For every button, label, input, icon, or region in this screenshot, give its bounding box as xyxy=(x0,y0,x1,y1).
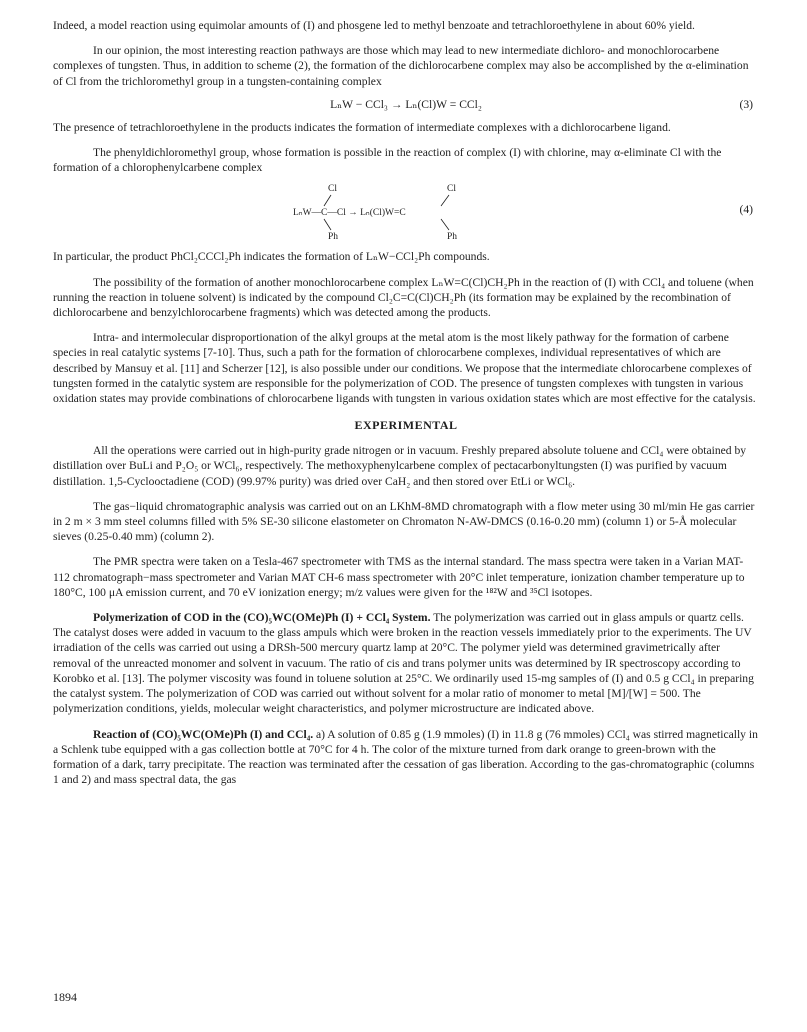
equation-3-number: (3) xyxy=(739,97,753,111)
reaction-heading: Reaction of (CO)₅WC(OMe)Ph (I) and CCl₄. xyxy=(93,727,314,741)
scheme-4-cl-right: Cl xyxy=(447,184,456,195)
equation-3-expression: LₙW − CCl₃ → Lₙ(Cl)W = CCl₂ xyxy=(330,97,482,111)
paragraph-9: The gas−liquid chromatographic analysis was carried out on an LKhM-8MD chromatograph with a flow meter using 30 ml/min He gas carrier in 2 m × 3 mm steel columns filled with 5% SE-30 silicone elastometer on Chromaton N-AW-DMCS (0.16-0.20 mm) (column 1) or 5-Å molecular sieves (0.25-0.40 mm) (column 2). xyxy=(53,499,755,544)
polymerization-heading: Polymerization of COD in the (CO)₅WC(OMe)Ph (I) + CCl₄ System. xyxy=(93,611,431,625)
paragraph-11-body: The polymerization was carried out in glass ampuls or quartz cells. The catalyst doses were added in vacuum to the glass ampuls which were broken in the reaction vessels immediately prior to the experiments. The UV irradiation of the cells was carried out using a DRSh-500 mercury quartz lamp at 20°C. The polymer yield was determined gravimetrically after removal of the unreacted monomer and solvent in vacuum. The ratio of cis and trans polymer units was determined by IR spectroscopy according to Korobko et al. [13]. The polymer viscosity was found in toluene solution at 25°C. We ordinarily used 15-mg samples of (I) and 0.5 g CCl₄ in preparing the catalyst system. The polymerization of COD was carried out without solvent for a molar ratio of monomer to metal [M]/[W] = 500. The polymerization conditions, yields, molecular weight characteristics, and polymer microstructure are indicated above. xyxy=(53,611,754,716)
paragraph-12 xyxy=(53,727,759,788)
article-page xyxy=(53,18,759,787)
paragraph-2: In our opinion, the most interesting reaction pathways are those which may lead to new intermediate dichloro- and monochlorocarbene complexes of tungsten. Thus, in addition to scheme (2), the formation of the dichlorocarbene complex may also be accomplished by the α-elimination of Cl from the trichloromethyl group in a tungsten-containing complex xyxy=(53,44,749,88)
scheme-4-bond-lower-left xyxy=(324,219,331,230)
scheme-4-cl-left: Cl xyxy=(328,184,337,195)
scheme-4-ph-right: Ph xyxy=(447,232,458,243)
paragraph-5: In particular, the product PhCl₂CCCl₂Ph indicates the formation of LₙW−CCl₂Ph compounds. xyxy=(53,250,490,264)
equation-3 xyxy=(53,96,759,114)
scheme-4 xyxy=(53,181,759,245)
scheme-4-main: LₙW—C—Cl → Lₙ(Cl)W=C xyxy=(293,208,406,219)
page-number: 1894 xyxy=(53,990,77,1004)
experimental-heading: EXPERIMENTAL xyxy=(354,418,458,433)
scheme-4-bond-upper-right xyxy=(441,195,449,206)
paragraph-1: Indeed, a model reaction using equimolar amounts of (I) and phosgene led to methyl benzoate and tetrachloroethylene in about 60% yield. xyxy=(53,19,695,32)
paragraph-11 xyxy=(53,610,759,716)
scheme-4-bond-upper-left xyxy=(324,195,331,206)
paragraph-10: The PMR spectra were taken on a Tesla-467 spectrometer with TMS as the internal standard. The mass spectra were taken in a Varian MAT-112 chromatograph−mass spectrometer and Varian MAT CH-6 mass spectrometer with 20°C inlet temperature, ionization chamber temperature up to 180°C, 100 μA emission current, and 70 eV ionization energy; m/z values were given for the ¹⁸²W and ³⁵Cl isotopes. xyxy=(53,555,745,599)
scheme-4-ph-left: Ph xyxy=(328,232,339,243)
paragraph-12-body: a) A solution of 0.85 g (1.9 mmoles) (I) in 11.8 g (76 mmoles) CCl₄ was stirred magnetically in a Schlenk tube equipped with a gas collection bottle at 70°C for 4 h. The color of the mixture turned from dark orange to green-brown with the formation of a dark, tarry precipitate. The reaction was terminated after the cessation of gas liberation. According to the gas-chromatographic (columns 1 and 2) and mass spectral data, the gas xyxy=(53,727,758,787)
paragraph-8: All the operations were carried out in high-purity grade nitrogen or in vacuum. Freshly prepared absolute toluene and CCl₄ were obtained by distillation over BuLi and P₂O₅ or WCl₆, respectively. The methoxyphenylcarbene complex of pectacarbonyltungsten (I) was purified by vacuum distillation. 1,5-Cyclooctadiene (COD) (99.97% purity) was dried over CaH₂ and then stored over EtLi or WCl₆. xyxy=(53,444,747,488)
scheme-4-number: (4) xyxy=(739,203,753,217)
paragraph-6: The possibility of the formation of another monochlorocarbene complex LₙW=C(Cl)CH₂Ph in the reaction of (I) with CCl₄ and toluene (when running the reaction in toluene solvent) is indicated by the compound Cl₂C=C(Cl)CH₂Ph (its formation may be explained by the recombination of dichlorocarbene and benzylchlorocarbene fragments) which was detected among the products. xyxy=(53,275,754,320)
scheme-4-structure xyxy=(293,181,493,245)
scheme-4-bond-lower-right xyxy=(441,219,449,230)
paragraph-3: The presence of tetrachloroethylene in the products indicates the formation of intermediate complexes with a dichlorocarbene ligand. xyxy=(53,120,671,134)
paragraph-7: Intra- and intermolecular disproportionation of the alkyl groups at the metal atom is the most likely pathway for the formation of carbene species in real catalytic systems [7-10]. Thus, such a path for the formation of chlorocarbene complexes, individual representatives of which are described by Mansuy et al. [11] and Scherzer [12], is also possible under our conditions. We propose that the intermediate chlorocarbene complexes of tungsten formed in the catalytic system are responsible for the polymerization of COD. The presence of tungsten complexes with tungsten in various oxidation states may provide combinations of chlorocarbene ligands with tungsten in various oxidation states which are most effective for the catalysis. xyxy=(53,331,756,406)
paragraph-4: The phenyldichloromethyl group, whose formation is possible in the reaction of complex (I) with chlorine, may α-eliminate Cl with the formation of a chlorophenylcarbene complex xyxy=(53,146,722,175)
